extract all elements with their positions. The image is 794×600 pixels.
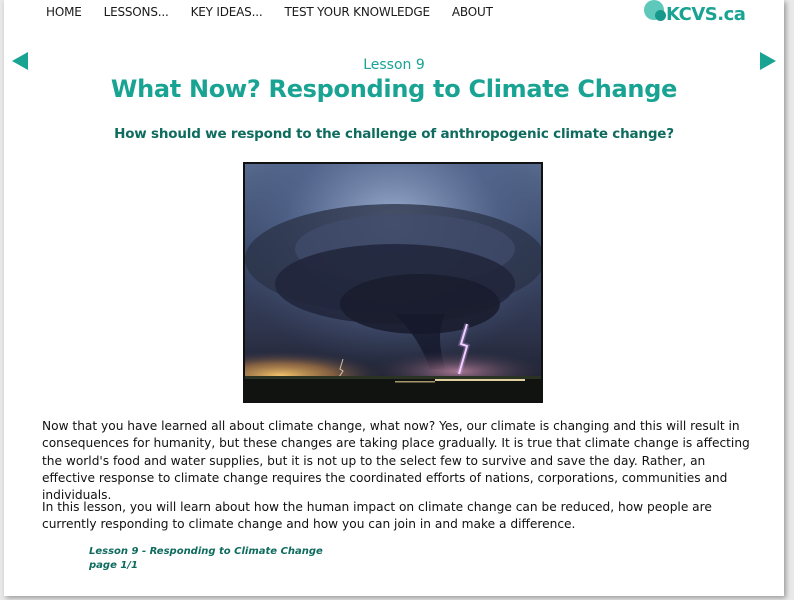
lesson-question: How should we respond to the challenge of anthropogenic climate change? bbox=[114, 126, 674, 142]
footer-page-number: page 1/1 bbox=[89, 560, 138, 571]
nav-lessons[interactable]: LESSONS... bbox=[103, 5, 169, 19]
intro-paragraph-1: Now that you have learned all about climate change, what now? Yes, our climate is changing and this will result in consequences for humanity, but these changes are taking place gradually. It is true that climate change is affecting the world's food and water supplies, but it is not up to the select few to survive and save the day. Rather, an effective response to climate change requires the coordinated efforts of nations, corporations, communities and individuals. bbox=[42, 419, 750, 503]
lesson-number: Lesson 9 bbox=[363, 57, 425, 73]
kcvs-logo[interactable] bbox=[644, 0, 754, 30]
nav-about[interactable]: ABOUT bbox=[451, 5, 493, 19]
footer-lesson-name: Lesson 9 - Responding to Climate Change bbox=[89, 546, 323, 557]
storm-photo bbox=[243, 162, 543, 403]
top-navigation bbox=[46, 5, 515, 21]
nav-home[interactable]: HOME bbox=[46, 5, 82, 19]
lesson-page bbox=[4, 0, 784, 596]
intro-paragraph-2: In this lesson, you will learn about how the human impact on climate change can be reduced, how people are currently responding to climate change and how you can join in and make a difference. bbox=[42, 500, 712, 532]
nav-test-knowledge[interactable]: TEST YOUR KNOWLEDGE bbox=[284, 5, 430, 19]
logo-circle-small bbox=[655, 10, 666, 21]
page-title: What Now? Responding to Climate Change bbox=[110, 75, 678, 103]
logo-text: KCVS.ca bbox=[666, 4, 746, 25]
page-footer bbox=[89, 545, 323, 573]
nav-key-ideas[interactable]: KEY IDEAS... bbox=[190, 5, 263, 19]
